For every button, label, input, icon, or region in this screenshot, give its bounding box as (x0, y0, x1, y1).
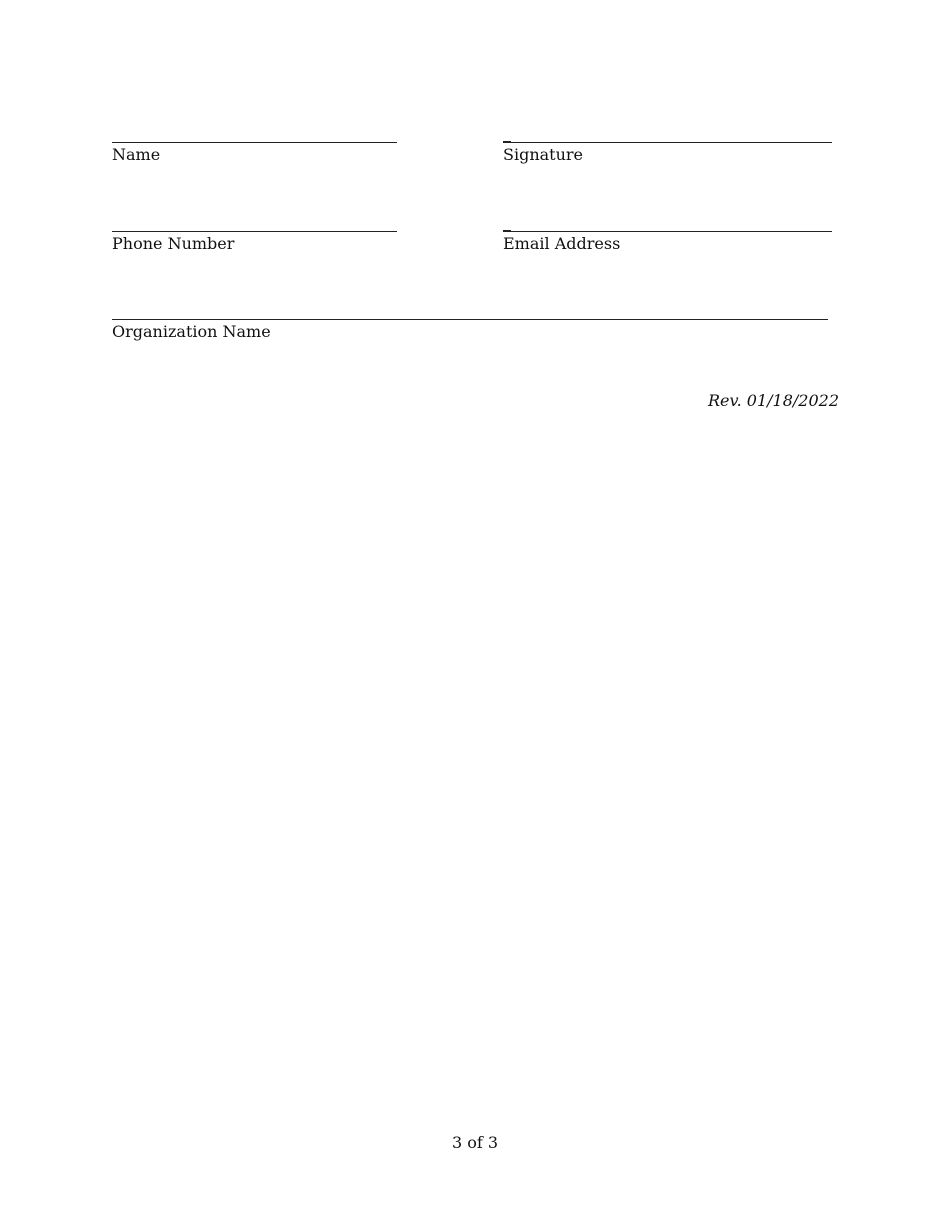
email-line-tick (503, 230, 511, 231)
name-signature-line (112, 142, 397, 143)
organization-line-segment (796, 319, 828, 320)
organization-line (112, 319, 828, 320)
page-number: 3 of 3 (451, 1133, 499, 1152)
email-label: Email Address (503, 234, 621, 253)
name-label: Name (112, 145, 161, 164)
signature-field[interactable] (503, 142, 832, 165)
phone-line (112, 231, 397, 232)
email-field[interactable] (503, 231, 832, 254)
revision-date: Rev. 01/18/2022 (707, 391, 839, 410)
signature-line-tick (503, 141, 511, 142)
email-line (503, 231, 832, 232)
signature-label: Signature (503, 145, 584, 164)
organization-line-segment (112, 319, 682, 320)
signature-line (503, 142, 832, 143)
name-field[interactable] (112, 142, 397, 165)
phone-label: Phone Number (112, 234, 235, 253)
organization-label: Organization Name (112, 322, 271, 341)
phone-field[interactable] (112, 231, 397, 254)
organization-line-segment (682, 319, 796, 320)
organization-field[interactable] (112, 319, 828, 342)
